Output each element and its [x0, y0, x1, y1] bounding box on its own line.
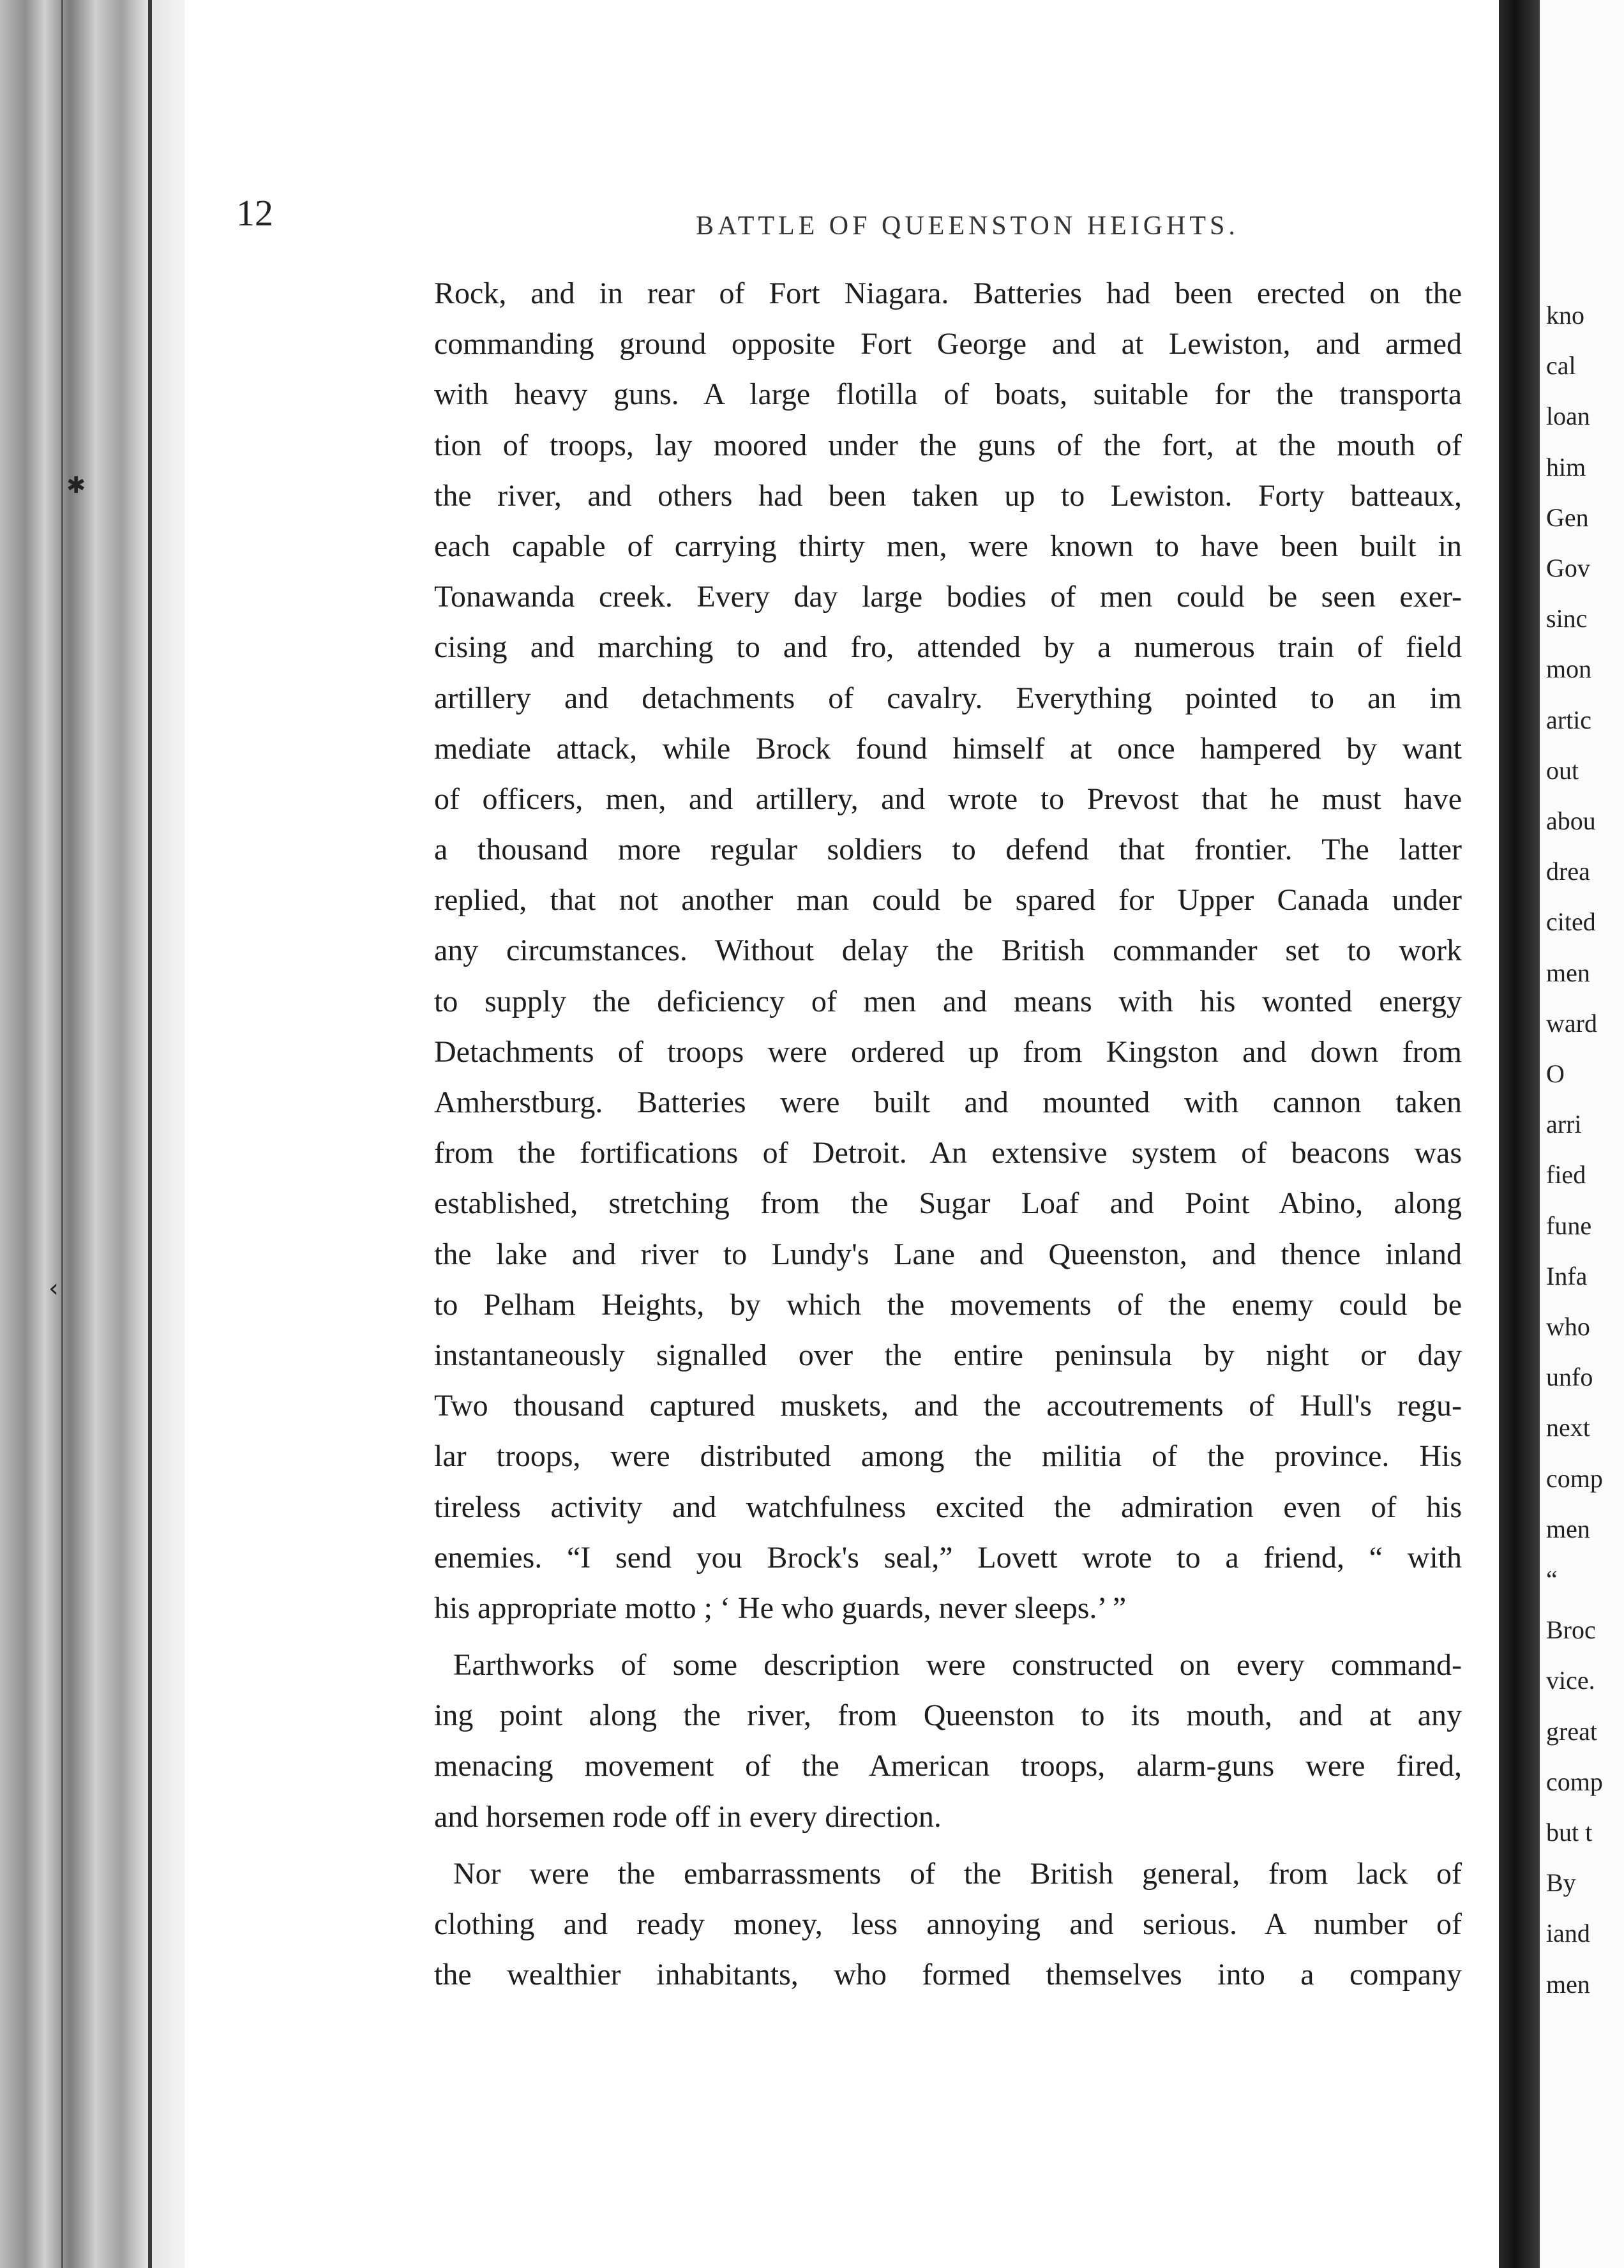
text-line: cising and marching to and fro, attended by a numerous train of field: [434, 630, 1462, 665]
facing-page-fragment: fune: [1546, 1211, 1592, 1240]
text-line: lar troops, were distributed among the militia of the province. His: [434, 1439, 1462, 1474]
facing-page-fragment: Gov: [1546, 554, 1590, 582]
facing-page: [1540, 0, 1624, 2268]
page-body: [434, 268, 1462, 2000]
book-edge: [0, 0, 185, 2268]
margin-mark: ✱: [66, 472, 86, 499]
margin-mark: ‹: [49, 1274, 59, 1303]
facing-page-fragment: O: [1546, 1059, 1565, 1088]
text-line: replied, that not another man could be spared for Upper Canada under: [434, 883, 1462, 918]
facing-page-fragment: him: [1546, 452, 1586, 481]
facing-page-fragment: ward: [1546, 1008, 1597, 1038]
facing-page-fragment: great: [1546, 1716, 1597, 1746]
book-edge-line: [148, 0, 152, 2268]
facing-page-fragment: mon: [1546, 654, 1592, 684]
facing-page-fragment: arri: [1546, 1110, 1582, 1139]
facing-page-fragment: comp: [1546, 1463, 1603, 1493]
text-line: commanding ground opposite Fort George and at Lewiston, and armed: [434, 327, 1462, 361]
text-line: tion of troops, lay moored under the guns of the fort, at the mouth of: [434, 428, 1462, 462]
book-spine: [1499, 0, 1540, 2268]
facing-page-fragment: out: [1546, 755, 1579, 785]
text-line: artillery and detachments of cavalry. Everything pointed to an im: [434, 681, 1462, 715]
text-line: ing point along the river, from Queenston to its mouth, and at any: [434, 1698, 1462, 1733]
facing-page-fragment: cal: [1546, 351, 1576, 381]
text-line: Nor were the embarrassments of the British general, from lack of: [453, 1856, 1462, 1891]
facing-page-fragment: loan: [1546, 402, 1590, 431]
text-line: tireless activity and watchfulness excited the admiration even of his: [434, 1490, 1462, 1524]
text-line: enemies. “I send you Brock's seal,” Lovett wrote to a friend, “ with: [434, 1540, 1462, 1575]
facing-page-fragment: “: [1546, 1565, 1558, 1594]
text-line: Two thousand captured muskets, and the accoutrements of Hull's regu-: [434, 1389, 1462, 1423]
facing-page-fragment: comp: [1546, 1767, 1603, 1796]
text-line: the river, and others had been taken up to Lewiston. Forty batteaux,: [434, 478, 1462, 513]
text-line: Amherstburg. Batteries were built and mounted with cannon taken: [434, 1085, 1462, 1119]
facing-page-fragment: kno: [1546, 301, 1584, 329]
running-head: BATTLE OF QUEENSTON HEIGHTS.: [696, 211, 1239, 241]
facing-page-fragment: Infa: [1546, 1261, 1588, 1290]
text-line: his appropriate motto ; ‘ He who guards, never sleeps.’ ”: [434, 1591, 1127, 1625]
text-line: clothing and ready money, less annoying and serious. A number of: [434, 1907, 1462, 1941]
paragraph-3: [434, 1848, 1462, 2000]
text-line: each capable of carrying thirty men, were known to have been built in: [434, 529, 1462, 563]
text-line: and horsemen rode off in every direction.: [434, 1799, 942, 1834]
text-line: any circumstances. Without delay the British commander set to work: [434, 934, 1462, 968]
facing-page-fragment: but t: [1546, 1818, 1593, 1847]
text-line: the lake and river to Lundy's Lane and Queenston, and thence inland: [434, 1237, 1462, 1271]
text-line: a thousand more regular soldiers to defend that frontier. The latter: [434, 833, 1462, 867]
text-line: from the fortifications of Detroit. An extensive system of beacons was: [434, 1136, 1462, 1170]
text-line: Earthworks of some description were constructed on every command-: [453, 1648, 1462, 1682]
facing-page-fragment: vice.: [1546, 1666, 1595, 1695]
facing-page-fragment: drea: [1546, 857, 1590, 886]
facing-page-fragment: abou: [1546, 806, 1596, 835]
text-line: to Pelham Heights, by which the movements of the enemy could be: [434, 1287, 1462, 1322]
facing-page-fragment: sinc: [1546, 604, 1588, 633]
facing-page-fragment: fied: [1546, 1160, 1586, 1190]
facing-page-fragment: iand: [1546, 1919, 1590, 1948]
text-line: to supply the deficiency of men and means with his wonted energy: [434, 984, 1462, 1018]
facing-page-fragment: men: [1546, 1514, 1590, 1543]
facing-page-fragment: Gen: [1546, 503, 1589, 532]
facing-page-fragment: Broc: [1546, 1615, 1596, 1645]
text-line: mediate attack, while Brock found himself at once hampered by want: [434, 731, 1462, 766]
facing-page-fragment: artic: [1546, 705, 1592, 734]
text-line: menacing movement of the American troops, alarm-guns were fired,: [434, 1749, 1462, 1783]
text-line: Tonawanda creek. Every day large bodies of men could be seen exer-: [434, 580, 1462, 614]
facing-page-fragment: cited: [1546, 907, 1596, 937]
facing-page-fragment: men: [1546, 1969, 1590, 1999]
text-line: the wealthier inhabitants, who formed themselves into a company: [434, 1958, 1462, 1992]
text-line: of officers, men, and artillery, and wrote to Prevost that he must have: [434, 782, 1462, 816]
text-line: instantaneously signalled over the entire peninsula by night or day: [434, 1338, 1462, 1372]
text-line: Detachments of troops were ordered up from Kingston and down from: [434, 1034, 1462, 1069]
facing-page-fragment: next: [1546, 1413, 1590, 1442]
text-line: Rock, and in rear of Fort Niagara. Batteries had been erected on the: [434, 276, 1462, 310]
facing-page-fragment: who: [1546, 1312, 1590, 1341]
text-line: established, stretching from the Sugar Loaf and Point Abino, along: [434, 1186, 1462, 1221]
paragraph-1: [434, 268, 1462, 1633]
facing-page-fragment: By: [1546, 1868, 1576, 1898]
page-number: 12: [236, 192, 273, 234]
facing-page-fragment: unfo: [1546, 1363, 1593, 1392]
text-line: with heavy guns. A large flotilla of boats, suitable for the transporta: [434, 377, 1462, 412]
book-edge-line: [61, 0, 63, 2268]
paragraph-2: [434, 1640, 1462, 1842]
facing-page-fragment: men: [1546, 958, 1590, 987]
